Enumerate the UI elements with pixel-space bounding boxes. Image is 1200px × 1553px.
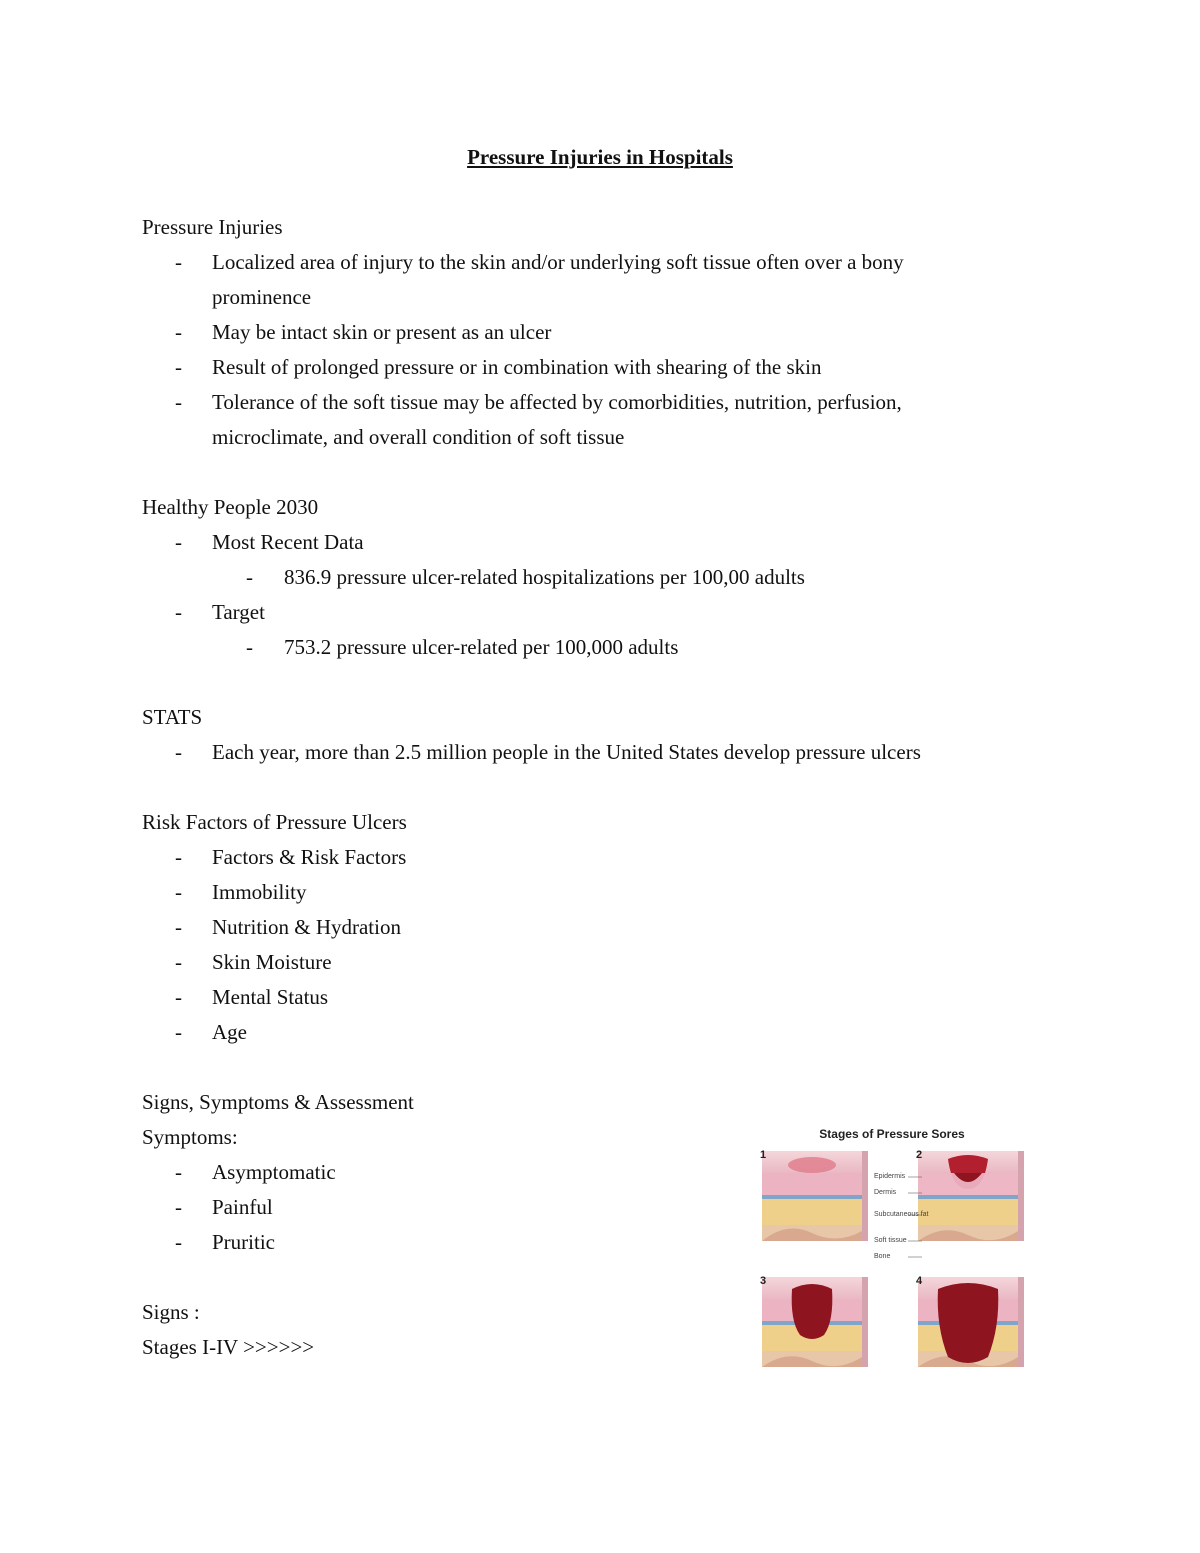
- figure-label: Bone: [874, 1253, 891, 1260]
- figure-title: Stages of Pressure Sores: [819, 1127, 965, 1141]
- list-item: - Factors & Risk Factors: [175, 845, 407, 869]
- signs-label: Signs :: [142, 1300, 200, 1324]
- stages-line: Stages I-IV >>>>>>: [142, 1335, 315, 1359]
- list-item: - Asymptomatic: [175, 1160, 336, 1184]
- list-item: - Pruritic: [175, 1230, 275, 1254]
- section-heading-stats: STATS: [142, 705, 203, 729]
- list-item: - Localized area of injury to the skin and/or underlying soft tissue often over a bony prominence: [175, 250, 904, 309]
- list-item: - Age: [175, 1020, 247, 1044]
- list-item: - Each year, more than 2.5 million people in the United States develop pressure ulcers: [175, 740, 921, 764]
- list-item: - Result of prolonged pressure or in combination with shearing of the skin: [175, 355, 822, 379]
- list-item: - Target: [175, 600, 265, 624]
- stage-number: 4: [916, 1275, 923, 1287]
- figure-label: Epidermis: [874, 1173, 906, 1180]
- section-heading-healthy-people: Healthy People 2030: [142, 495, 319, 519]
- figure-label: Subcutaneous fat: [874, 1211, 929, 1218]
- list-item: - Painful: [175, 1195, 273, 1219]
- stage-1-block: [762, 1151, 868, 1241]
- stages-illustration: [758, 1125, 1026, 1397]
- stage-2-block: [918, 1151, 1024, 1241]
- list-subitem: - 753.2 pressure ulcer-related per 100,000 adults: [246, 635, 679, 659]
- stage-number: 3: [760, 1275, 767, 1287]
- list-item: - Immobility: [175, 880, 307, 904]
- pressure-injuries-list: [142, 245, 1042, 455]
- list-item: - Tolerance of the soft tissue may be affected by comorbidities, nutrition, perfusion, microclimate, and overall condition of soft tissue: [175, 390, 902, 449]
- healthy-people-list: [142, 525, 1042, 665]
- stats-list: [142, 735, 1042, 770]
- section-heading-risk-factors: Risk Factors of Pressure Ulcers: [142, 810, 407, 834]
- figure-label: Soft tissue: [874, 1237, 907, 1244]
- list-item: - Nutrition & Hydration: [175, 915, 401, 939]
- stage-3-block: [762, 1277, 868, 1367]
- list-item: - Skin Moisture: [175, 950, 332, 974]
- stage-number: 1: [760, 1149, 767, 1161]
- symptoms-label: Symptoms:: [142, 1125, 238, 1149]
- section-heading-pressure-injuries: Pressure Injuries: [142, 215, 283, 239]
- risk-factors-list: [142, 840, 1042, 1050]
- list-subitem: - 836.9 pressure ulcer-related hospitalizations per 100,00 adults: [246, 565, 805, 589]
- list-item: - May be intact skin or present as an ulcer: [175, 320, 552, 344]
- figure-label: Dermis: [874, 1189, 897, 1196]
- list-item: - Most Recent Data: [175, 530, 364, 554]
- pressure-sore-stages-figure: [758, 1125, 1026, 1397]
- stage-4-block: [918, 1277, 1024, 1367]
- section-heading-signs-symptoms: Signs, Symptoms & Assessment: [142, 1090, 414, 1114]
- stage-number: 2: [916, 1149, 923, 1161]
- list-item: - Mental Status: [175, 985, 329, 1009]
- document-title: Pressure Injuries in Hospitals: [467, 145, 733, 169]
